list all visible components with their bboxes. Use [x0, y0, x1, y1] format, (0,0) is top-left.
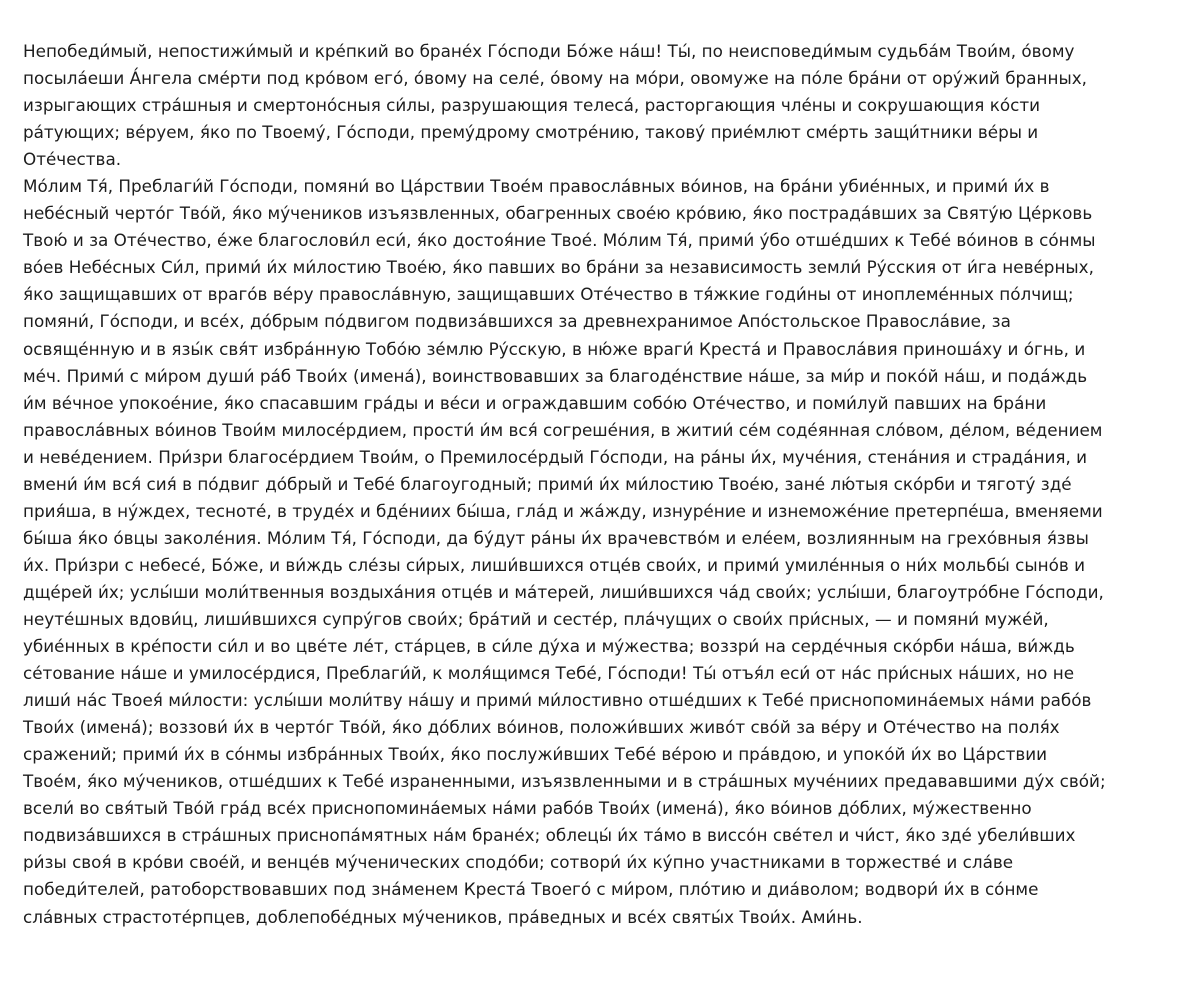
text-line: и́х. При́зри с небесе́, Бо́же, и ви́ждь сле́зы си́рых, лиши́вшихся отце́в свои́х, и прими́ умиле́нныя о ни́х мольбы́ сыно́в и — [23, 554, 1085, 575]
text-line: убие́нных в кре́пости си́л и во цве́те ле́т, ста́рцев, в си́ле ду́ха и му́жества; воззри́ на серде́чныя ско́рби на́ша, ви́ждь — [23, 636, 1075, 657]
text-line: правосла́вных во́инов Твои́м милосе́рдием, прости́ и́м вся́ согреше́ния, в житии́ се́м соде́янная сло́вом, де́лом, ве́дением — [23, 419, 1103, 440]
text-line: вмени́ и́м вся́ сия́ в по́двиг до́брый и Тебе́ благоугодный; прими́ и́х ми́лостию Твое́ю, зане́ лю́тыя ско́рби и тяготу́ зде́ — [23, 473, 1072, 494]
text-line: изрыгающих стра́шныя и смертоно́сныя си́лы, разрушающия телеса́, расторгающия чле́ны и сокрушающия ко́сти — [23, 95, 1041, 116]
text-line: бы́ша я́ко о́вцы заколе́ния. Мо́лим Тя́, Го́споди, да бу́дут ра́ны и́х врачевство́м и еле́ем, возлиянным на грехо́вныя я́звы — [23, 527, 1089, 548]
text-line: Твои́х (имена́); воззови́ и́х в черто́г Тво́й, я́ко до́блих во́инов, положи́вших живо́т сво́й за ве́ру и Оте́чество на поля́х — [23, 717, 1060, 738]
text-line: и́м ве́чное упокое́ние, я́ко спасавшим гра́ды и ве́си и ограждавшим собо́ю Оте́чество, и поми́луй павших на бра́ни — [23, 392, 1047, 413]
text-line: сла́вных страстоте́рпцев, доблепобе́дных му́чеников, пра́ведных и все́х святы́х Твои́х. Ами́нь. — [23, 906, 863, 927]
text-line: всели́ во свя́тый Тво́й гра́д все́х приснопомина́емых на́ми рабо́в Твои́х (имена́), я́ко во́инов до́блих, му́жественно — [23, 798, 1032, 819]
text-line: подвиза́вшихся в стра́шных приснопа́мятных на́м бране́х; облецы́ и́х та́мо в виссо́н све́тел и чи́ст, я́ко зде́ убели́вших — [23, 825, 1076, 846]
text-line: я́ко защищавших от враго́в ве́ру правосла́вную, защищавших Оте́чество в тя́жкие годи́ны от иноплеме́нных по́лчищ; — [23, 284, 1074, 305]
text-line: Непобеди́мый, непостижи́мый и кре́пкий во бране́х Го́споди Бо́же на́ш! Ты́, по неисповеди́мым судьба́м Твои́м, о́вому — [23, 41, 1075, 61]
text-line: неуте́шных вдови́ц, лиши́вшихся супру́гов свои́х; бра́тий и сесте́р, пла́чущих о свои́х при́сных, — и помяни́ муже́й, — [23, 608, 1049, 629]
text-line: Мо́лим Тя́, Преблаги́й Го́споди, помяни́ во Ца́рствии Твое́м правосла́вных во́инов, на бра́ни убие́нных, и прими́ и́х в — [23, 176, 1050, 197]
text-line: Оте́чества. — [23, 149, 122, 170]
text-line: ме́ч. Прими́ с ми́ром души́ ра́б Твои́х (имена́), воинствовавших за благоде́нствие на́ше, за ми́р и поко́й на́ш, и пода́ждь — [23, 365, 1088, 386]
text-line: небе́сный черто́г Тво́й, я́ко му́чеников изъязвленных, обагренных свое́ю кро́вию, я́ко пострада́вших за Святу́ю Це́рковь — [23, 203, 1093, 224]
text-line: дще́рей и́х; услы́ши моли́твенныя воздыха́ния отце́в и ма́терей, лиши́вшихся ча́д свои́х; услы́ши, благоутро́бне Го́споди, — [23, 581, 1104, 602]
text-line: Твое́м, я́ко му́чеников, отше́дших к Тебе́ израненными, изъязвленными и в стра́шных муче́ниих предававшими ду́х сво́й; — [23, 771, 1106, 792]
text-line: и неве́дением. При́зри благосе́рдием Твои́м, о Премилосе́рдый Го́споди, на ра́ны и́х, муче́ния, стена́ния и страда́ния, и — [23, 446, 1088, 467]
text-line: победи́телей, ратоборствовавших под зна́менем Креста́ Твоего́ с ми́ром, пло́тию и диа́волом; водвори́ и́х в со́нме — [23, 879, 1039, 900]
text-line: се́тование на́ше и умилосе́рдися, Преблаги́й, к моля́щимся Тебе́, Го́споди! Ты́ отъя́л еси́ от на́с при́сных на́ших, но не — [23, 663, 1075, 684]
prayer-text — [23, 38, 1197, 931]
text-line: помяни́, Го́споди, и все́х, до́брым по́двигом подвиза́вшихся за древнехранимое Апо́стольское Правосла́вие, за — [23, 311, 1011, 332]
text-line: ри́зы своя́ в кро́ви свое́й, и венце́в му́ченических сподо́би; сотвори́ и́х ку́пно участниками в торжестве́ и сла́ве — [23, 852, 1014, 873]
text-line: прия́ша, в ну́ждех, тесноте́, в труде́х и бде́ниих бы́ша, гла́д и жа́жду, изнуре́ние и изнеможе́ние претерпе́ша, вменяеми — [23, 500, 1103, 521]
text-line: ра́тующих; ве́руем, я́ко по Твоему́, Го́споди, прему́дрому смотре́нию, такову́ прие́млют сме́рть защи́тники ве́ры и — [23, 122, 1039, 143]
text-line: Твою́ и за Оте́чество, е́же благослови́л еси́, я́ко достоя́ние Твое́. Мо́лим Тя́, прими́ у́бо отше́дших к Тебе́ во́инов в со́нмы — [23, 230, 1096, 251]
text-line: лиши́ на́с Твоея́ ми́лости: услы́ши моли́тву на́шу и прими́ ми́лостивно отше́дших к Тебе́ приснопомина́емых на́ми рабо́в — [23, 690, 1092, 711]
text-line: посыла́еши А́нгела сме́рти под кро́вом его́, о́вому на селе́, о́вому на мо́ри, овомуже на по́ле бра́ни от ору́жий бранных, — [23, 68, 1087, 89]
text-line: освяще́нную и в язы́к свя́т избра́нную Тобо́ю зе́млю Ру́сскую, в ню́же враги́ Креста́ и Правосла́вия приноша́ху и о́гнь, и — [23, 338, 1086, 359]
text-line: во́ев Небе́сных Си́л, прими́ и́х ми́лостию Твое́ю, я́ко павших во бра́ни за независимость земли́ Ру́сския от и́га неве́рных, — [23, 257, 1094, 278]
text-line: сражений; прими́ и́х в со́нмы избра́нных Твои́х, я́ко послужи́вших Тебе́ ве́рою и пра́вдою, и упоко́й и́х во Ца́рствии — [23, 744, 1048, 765]
